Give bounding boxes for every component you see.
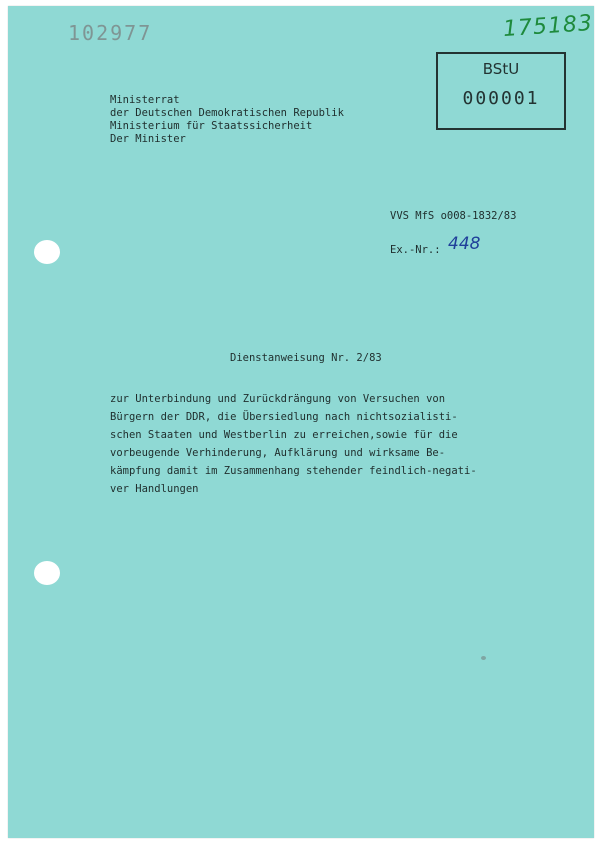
subject-line: vorbeugende Verhinderung, Aufklärung und wirksame Be- (110, 447, 446, 459)
paper-speck (481, 656, 486, 660)
subject-paragraph (110, 390, 477, 498)
subject-line: schen Staaten und Westberlin zu erreichen,sowie für die (110, 429, 458, 441)
subject-line: kämpfung damit im Zusammenhang stehender feindlich-negati- (110, 465, 477, 477)
subject-line: zur Unterbindung und Zurückdrängung von Versuchen von (110, 393, 446, 405)
punch-hole-bottom (34, 561, 60, 585)
archive-number: 102977 (68, 21, 153, 45)
header-line: Ministerium für Staatssicherheit (110, 120, 313, 132)
bstu-stamp (436, 52, 566, 130)
document-title: Dienstanweisung Nr. 2/83 (230, 352, 382, 364)
copy-number-handwritten: 448 (448, 234, 481, 254)
handwritten-page-number: 175183 (502, 10, 594, 43)
classification-reference: VVS MfS o008-1832/83 (390, 210, 517, 222)
header-line: Ministerrat (110, 94, 180, 106)
copy-number-label: Ex.-Nr.: (390, 244, 441, 256)
header-line: der Deutschen Demokratischen Republik (110, 107, 344, 119)
punch-hole-top (34, 240, 60, 264)
subject-line: Bürgern der DDR, die Übersiedlung nach nichtsozialisti- (110, 411, 458, 423)
stamp-label: BStU (482, 60, 520, 78)
stamp-number: 000001 (462, 88, 540, 109)
header-line: Der Minister (110, 133, 186, 145)
document-page (8, 6, 594, 838)
subject-line: ver Handlungen (110, 483, 199, 495)
issuer-header (110, 94, 344, 146)
